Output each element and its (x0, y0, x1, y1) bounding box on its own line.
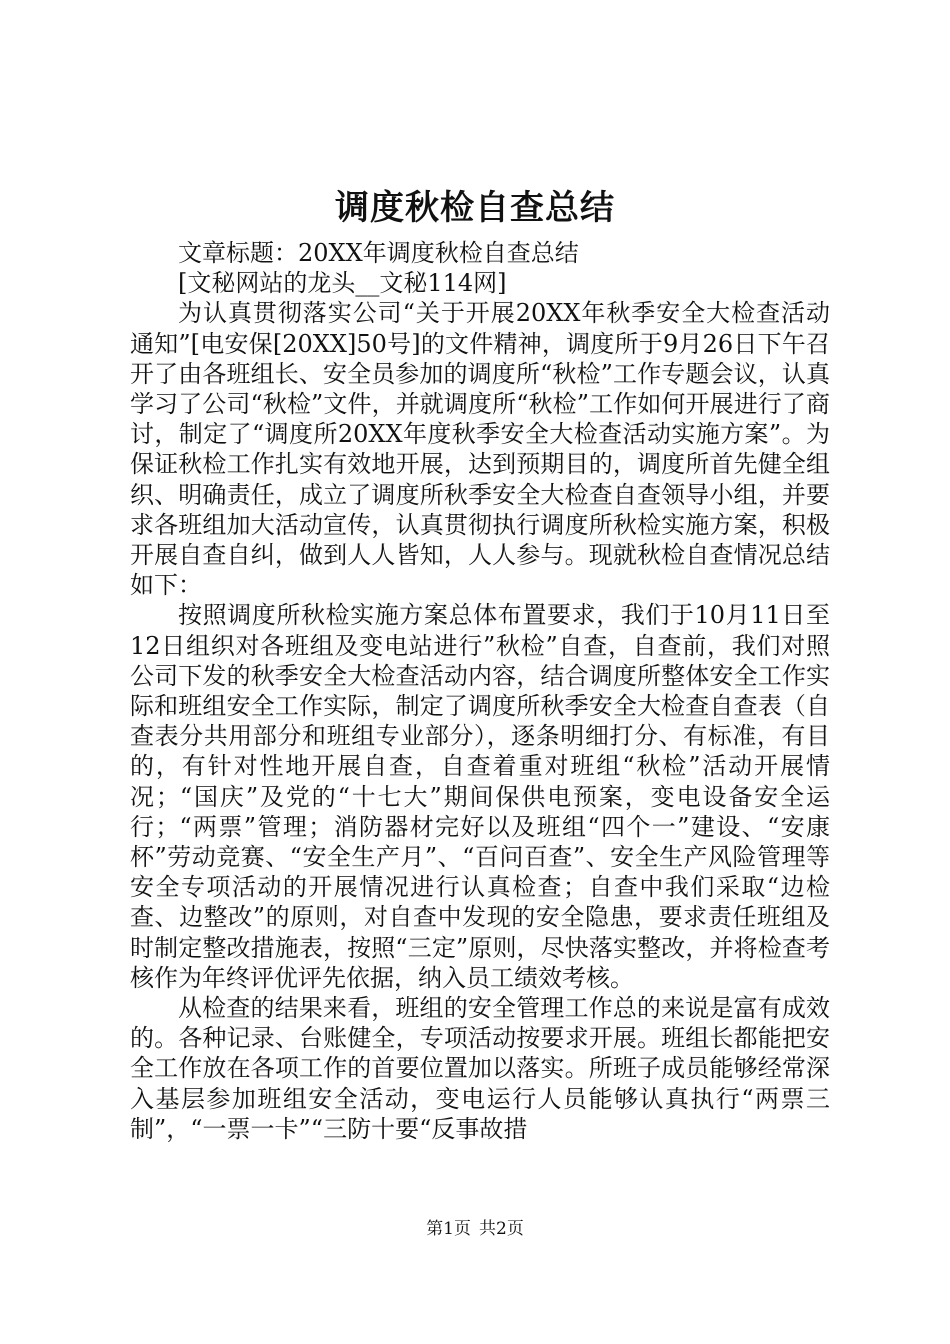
paragraph-2: 按照调度所秋检实施方案总体布置要求，我们于10月11日至12日组织对各班组及变电站进行”秋检”自查，自查前，我们对照公司下发的秋季安全大检查活动内容，结合调度所整体安全工作实际和班组安全工作实际，制定了调度所秋季安全大检查自查表（自查表分共用部分和班组专业部分），逐条明细打分、有标准，有目的，有针对性地开展自查，自查着重对班组“秋检”活动开展情况；“国庆”及党的“十七大”期间保供电预案，变电设备安全运行；“两票”管理；消防器材完好以及班组“四个一”建设、“安康杯”劳动竞赛、“安全生产月”、“百问百查”、安全生产风险管理等安全专项活动的开展情况进行认真检查；自查中我们采取“边检查、边整改”的原则，对自查中发现的安全隐患，要求责任班组及时制定整改措施表，按照“三定”原则，尽快落实整改，并将检查考核作为年终评优评先依据，纳入员工绩效考核。 (130, 601, 830, 992)
page-number: 第1页 (426, 1219, 471, 1239)
document-body (130, 238, 830, 1144)
document-title: 调度秋检自查总结 (335, 188, 615, 228)
page-footer (0, 1217, 950, 1241)
page-total: 共2页 (479, 1219, 524, 1239)
source-line: [文秘网站的龙头__文秘114网] (178, 269, 507, 298)
article-title-line: 文章标题：20XX年调度秋检自查总结 (178, 239, 579, 267)
paragraph-3: 从检查的结果来看，班组的安全管理工作总的来说是富有成效的。各种记录、台账健全，专项活动按要求开展。班组长都能把安全工作放在各项工作的首要位置加以落实。所班子成员能够经常深入基层参加班组安全活动，变电运行人员能够认真执行“两票三制”，“一票一卡”“三防十要“反事故措 (130, 994, 830, 1143)
paragraph-1: 为认真贯彻落实公司“关于开展20XX年秋季安全大检查活动通知”[电安保[20XX]50号]的文件精神，调度所于9月26日下午召开了由各班组长、安全员参加的调度所“秋检”工作专题会议，认真学习了公司“秋检”文件，并就调度所“秋检”工作如何开展进行了商讨，制定了“调度所20XX年度秋季安全大检查活动实施方案”。为保证秋检工作扎实有效地开展，达到预期目的，调度所首先健全组织、明确责任，成立了调度所秋季安全大检查自查领导小组，并要求各班组加大活动宣传，认真贯彻执行调度所秋检实施方案，积极开展自查自纠，做到人人皆知，人人参与。现就秋检自查情况总结如下： (130, 299, 830, 600)
